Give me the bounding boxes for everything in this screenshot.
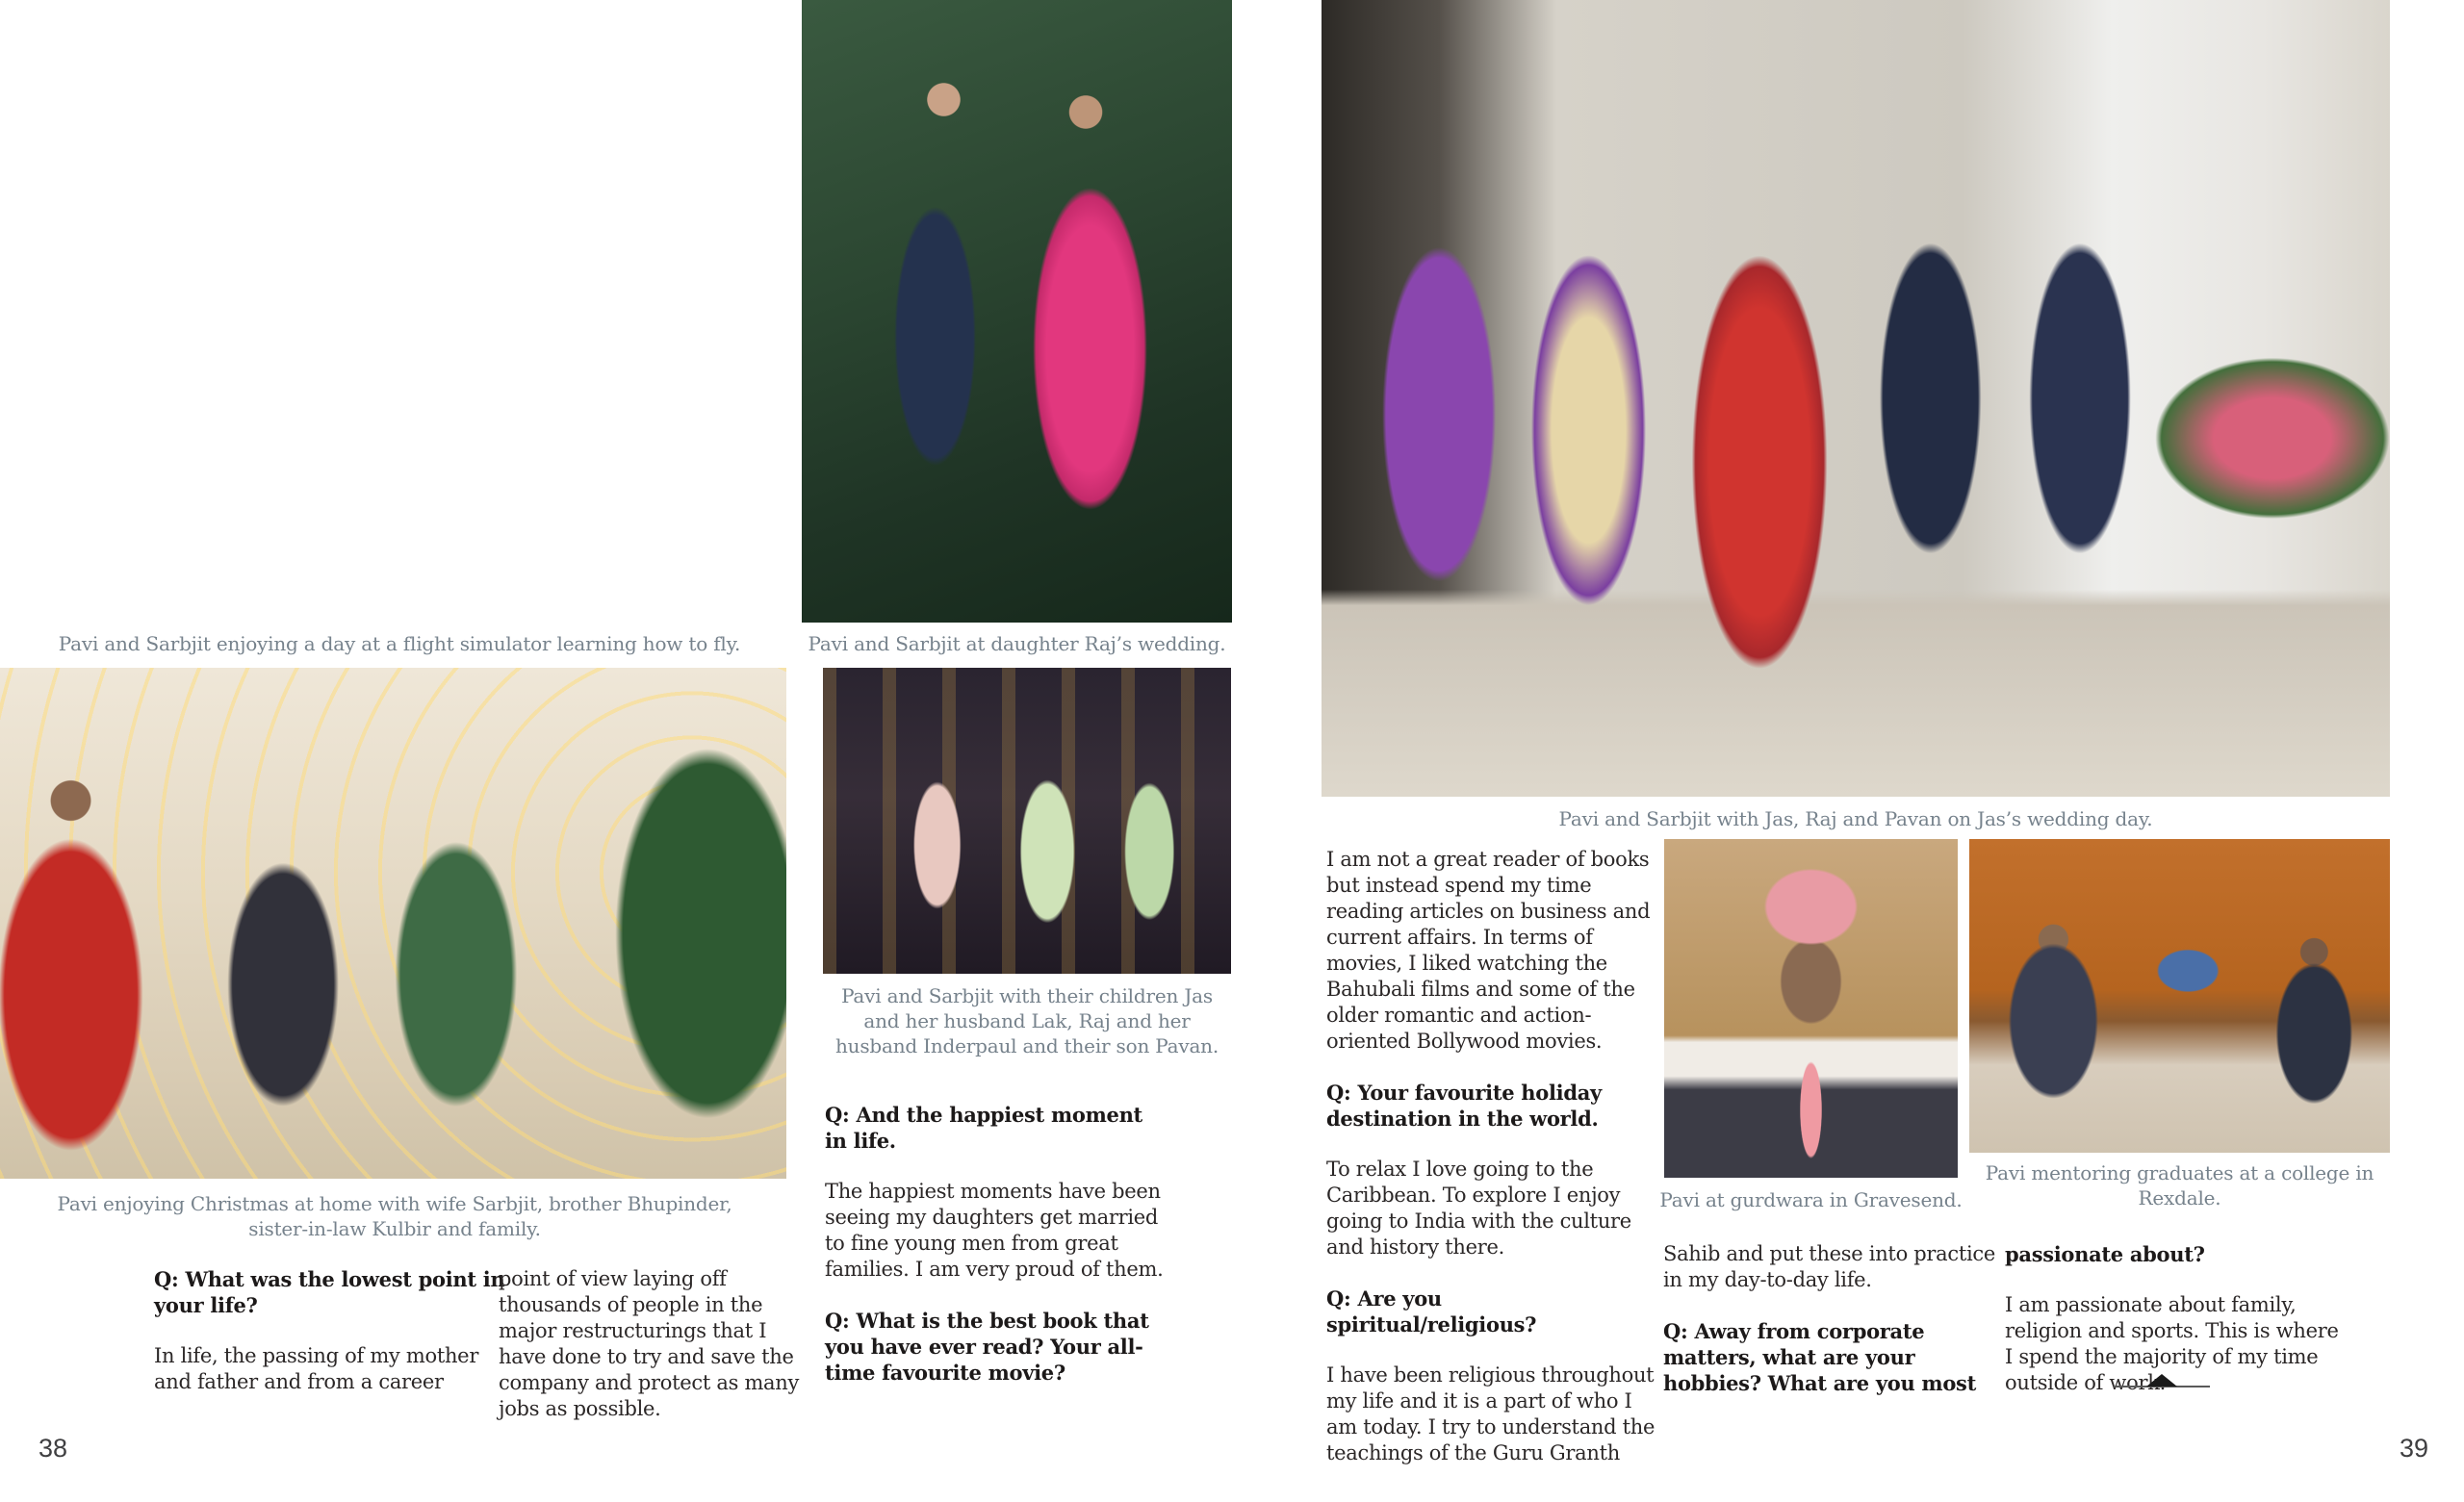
jas-wedding-photo [1322, 0, 2390, 797]
question-lowest-point: Q: What was the lowest point in your life? [154, 1267, 505, 1317]
page-number-left: 38 [38, 1434, 68, 1463]
raj-wedding-caption: Pavi and Sarbjit at daughter Raj’s wedding. [808, 632, 1226, 655]
answer-happiest-moment: The happiest moments have been seeing my daughters get married to fine young men from great families. I am very proud of them. [825, 1180, 1164, 1281]
question-happiest-moment: Q: And the happiest moment in life. [825, 1103, 1142, 1153]
end-mark-triangle-icon [2146, 1374, 2177, 1387]
question-best-book: Q: What is the best book that you have ever read? Your all-time favourite movie? [825, 1309, 1149, 1385]
right-text-column-2 [1663, 1241, 2002, 1421]
gurdwara-caption: Pavi at gurdwara in Gravesend. [1659, 1188, 1963, 1211]
left-text-column-3 [825, 1102, 1168, 1411]
children-wedding-photo [823, 668, 1231, 974]
flight-simulator-caption: Pavi and Sarbjit enjoying a day at a flight simulator learning how to fly. [58, 632, 741, 655]
answer-hobbies: I am passionate about family, religion and sports. This is where I spend the majority of my time outside of work. [2005, 1293, 2339, 1394]
answer-lowest-point: In life, the passing of my mother and father and from a career [154, 1344, 479, 1393]
page-number-right: 39 [2400, 1434, 2429, 1463]
left-text-column-1 [154, 1266, 508, 1420]
answer-best-book: I am not a great reader of books but instead spend my time reading articles on business and current affairs. In terms of movies, I liked watching the Bahubali films and some of the older romantic and action-oriented Bollywood movies. [1326, 848, 1651, 1053]
mentoring-photo [1969, 839, 2390, 1153]
raj-wedding-photo [802, 0, 1232, 623]
christmas-photo [0, 668, 786, 1179]
question-hobbies-continued: passionate about? [2005, 1242, 2205, 1266]
gurdwara-photo [1664, 839, 1958, 1178]
section-end-mark [2114, 1374, 2210, 1389]
right-text-column-3 [2005, 1241, 2351, 1421]
left-text-column-2 [499, 1266, 818, 1447]
flight-simulator-photo [0, 0, 789, 623]
answer-lowest-point-continued: point of view laying off thousands of people in the major restructurings that I have done to try and save the company and protect as many jobs as possible. [499, 1267, 800, 1420]
christmas-caption: Pavi enjoying Christmas at home with wife Sarbjit, brother Bhupinder, sister-in-law Kulbir and family. [57, 1192, 732, 1240]
answer-spiritual: I have been religious throughout my life and it is a part of who I am today. I try to understand the teachings of the Guru Granth [1326, 1363, 1656, 1464]
question-holiday: Q: Your favourite holiday destination in the world. [1326, 1081, 1602, 1131]
answer-spiritual-continued: Sahib and put these into practice in my day-to-day life. [1663, 1242, 1995, 1291]
jas-wedding-caption: Pavi and Sarbjit with Jas, Raj and Pavan on Jas’s wedding day. [1558, 807, 2153, 830]
answer-holiday: To relax I love going to the Caribbean. To explore I enjoy going to India with the culture and history there. [1326, 1158, 1631, 1259]
children-wedding-caption: Pavi and Sarbjit with their children Jas and her husband Lak, Raj and her husband Inderpaul and their son Pavan. [834, 984, 1219, 1057]
question-hobbies: Q: Away from corporate matters, what are your hobbies? What are you most [1663, 1319, 1976, 1395]
right-text-column-1 [1326, 847, 1656, 1491]
mentoring-caption: Pavi mentoring graduates at a college in Rexdale. [1985, 1161, 2374, 1209]
question-spiritual: Q: Are you spiritual/religious? [1326, 1286, 1537, 1337]
